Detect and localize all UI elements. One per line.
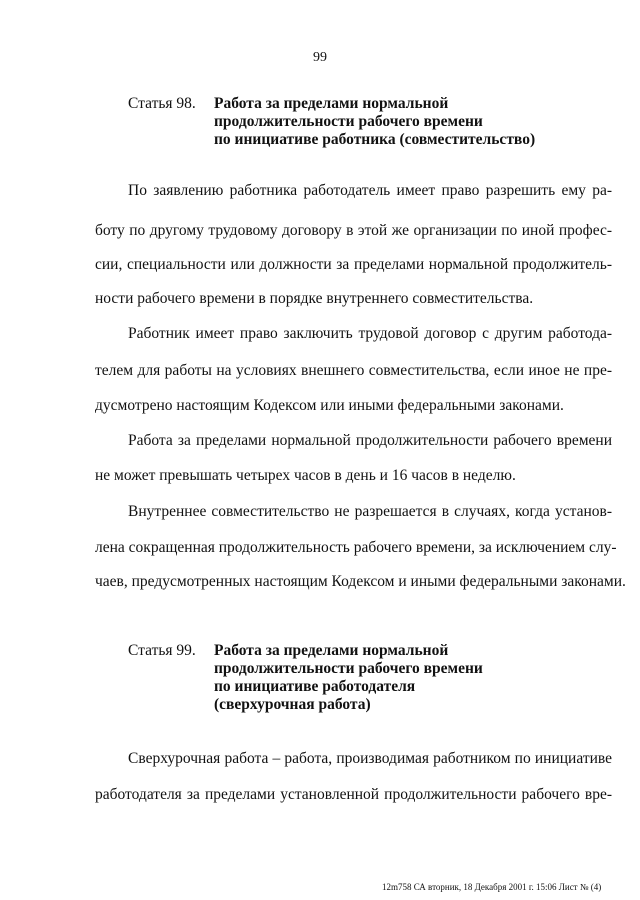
article-98-title-line: Работа за пределами нормальной: [214, 95, 449, 112]
paragraph-line: дусмотрено настоящим Кодексом или иными федеральными законами.: [95, 397, 564, 414]
article-99-title-line: Работа за пределами нормальной: [214, 642, 449, 659]
page-number: 99: [313, 50, 327, 65]
article-99-heading: [128, 642, 608, 714]
paragraph-line: чаев, предусмотренных настоящим Кодексом и иными федеральными законами.: [95, 573, 626, 590]
article-99-title-line: по инициативе работодателя: [214, 678, 416, 695]
article-98-heading: [128, 95, 608, 149]
article-98-title-line: по инициативе работника (совместительство): [214, 131, 536, 148]
article-99-title-line: продолжительности рабочего времени: [214, 660, 483, 677]
paragraph-line: не может превышать четырех часов в день и 16 часов в неделю.: [95, 467, 516, 484]
paragraph-line: По заявлению работника работодатель имеет право разрешить ему ра-: [128, 182, 612, 199]
paragraph-line: лена сокращенная продолжительность рабочего времени, за исключением слу-: [95, 539, 617, 556]
paragraph-line: Работа за пределами нормальной продолжительности рабочего времени: [128, 432, 612, 449]
paragraph-line: сии, специальности или должности за пределами нормальной продолжитель-: [95, 256, 612, 273]
article-99-title-line: (сверхурочная работа): [214, 696, 371, 713]
paragraph-line: боту по другому трудовому договору в этой же организации по иной профес-: [95, 222, 612, 239]
paragraph-line: Внутреннее совместительство не разрешается в случаях, когда установ-: [128, 503, 612, 520]
article-98-title-line: продолжительности рабочего времени: [214, 113, 483, 130]
paragraph-line: ности рабочего времени в порядке внутреннего совместительства.: [95, 290, 534, 307]
paragraph-line: работодателя за пределами установленной продолжительности рабочего вре-: [95, 786, 612, 803]
paragraph-line: Работник имеет право заключить трудовой договор с другим работода-: [128, 325, 612, 342]
footer-stamp: 12m758 СА вторник, 18 Декабря 2001 г. 15:06 Лист № (4): [382, 882, 602, 892]
article-98-prefix: Статья 98.: [128, 95, 196, 112]
article-99-prefix: Статья 99.: [128, 642, 196, 659]
paragraph-line: телем для работы на условиях внешнего совместительства, если иное не пре-: [95, 362, 612, 379]
paragraph-line: Сверхурочная работа – работа, производимая работником по инициативе: [128, 750, 612, 767]
